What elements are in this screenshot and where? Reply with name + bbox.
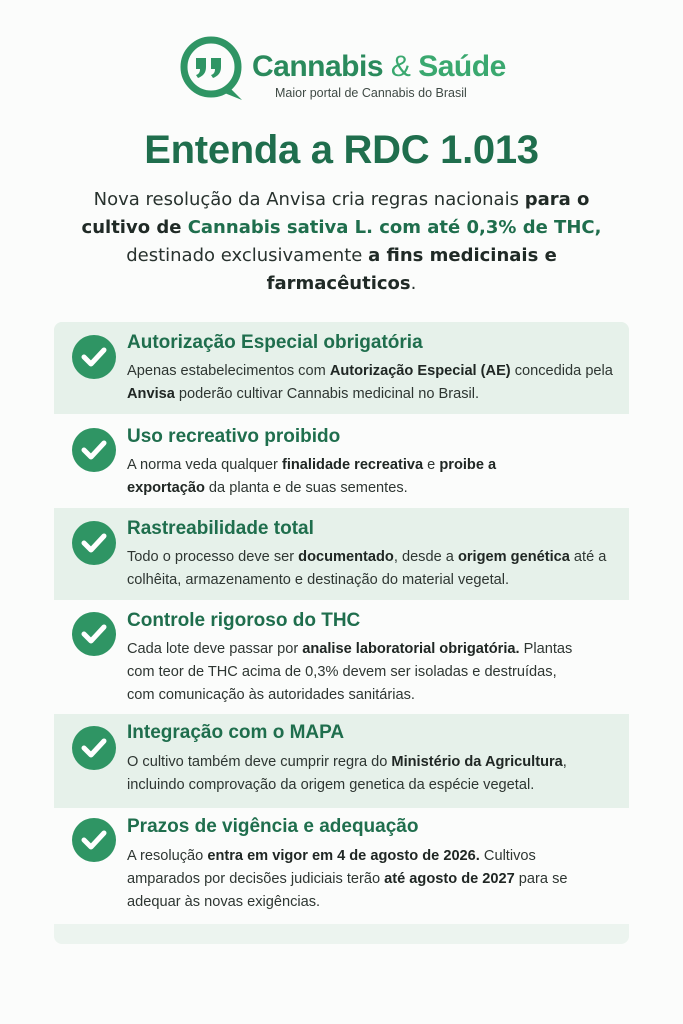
item-description: Apenas estabelecimentos com Autorização Especial (AE) concedida pela Anvisa poderão cultivar Cannabis medicinal no Brasil. — [127, 363, 613, 402]
info-item — [54, 808, 629, 924]
item-title: Rastreabilidade total — [127, 518, 314, 539]
item-description: A resolução entra em vigor em 4 de agosto de 2026. Cultivos amparados por decisões judiciais terão até agosto de 2027 para se adequar às novas exigências. — [127, 848, 568, 910]
check-icon — [72, 612, 116, 656]
info-item — [54, 322, 629, 414]
item-title: Autorização Especial obrigatória — [127, 332, 423, 353]
item-title: Prazos de vigência e adequação — [127, 816, 419, 837]
check-icon — [72, 818, 116, 862]
check-icon — [72, 428, 116, 472]
intro-paragraph: Nova resolução da Anvisa cria regras nacionais para o cultivo de Cannabis sativa L. com até 0,3% de THC, destinado exclusivamente a fins medicinais e farmacêuticos. — [81, 189, 602, 294]
item-description: Cada lote deve passar por analise laboratorial obrigatória. Plantas com teor de THC acima de 0,3% devem ser isoladas e destruídas, com comunicação às autoridades sanitárias. — [127, 641, 573, 703]
info-item — [54, 414, 629, 508]
item-description: O cultivo também deve cumprir regra do Ministério da Agricultura, incluindo comprovação da origem genetica da espécie vegetal. — [127, 754, 567, 793]
check-icon — [72, 335, 116, 379]
check-icon — [72, 726, 116, 770]
item-title: Controle rigoroso do THC — [127, 610, 361, 631]
tagline: Maior portal de Cannabis do Brasil — [275, 86, 467, 100]
speech-bubble-quote-icon — [178, 36, 244, 102]
check-icon — [72, 521, 116, 565]
info-item — [54, 714, 629, 808]
info-item — [54, 600, 629, 714]
header — [0, 30, 683, 110]
page-title: Entenda a RDC 1.013 — [144, 128, 539, 172]
item-title: Uso recreativo proibido — [127, 426, 341, 447]
brand-name: Cannabis & Saúde — [252, 50, 506, 83]
info-item — [54, 508, 629, 600]
item-title: Integração com o MAPA — [127, 722, 345, 743]
item-description: A norma veda qualquer finalidade recreativa e proibe a exportação da planta e de suas sementes. — [127, 457, 497, 496]
item-description: Todo o processo deve ser documentado, desde a origem genética até a colhêita, armazenamento e destinação do material vegetal. — [127, 549, 607, 588]
